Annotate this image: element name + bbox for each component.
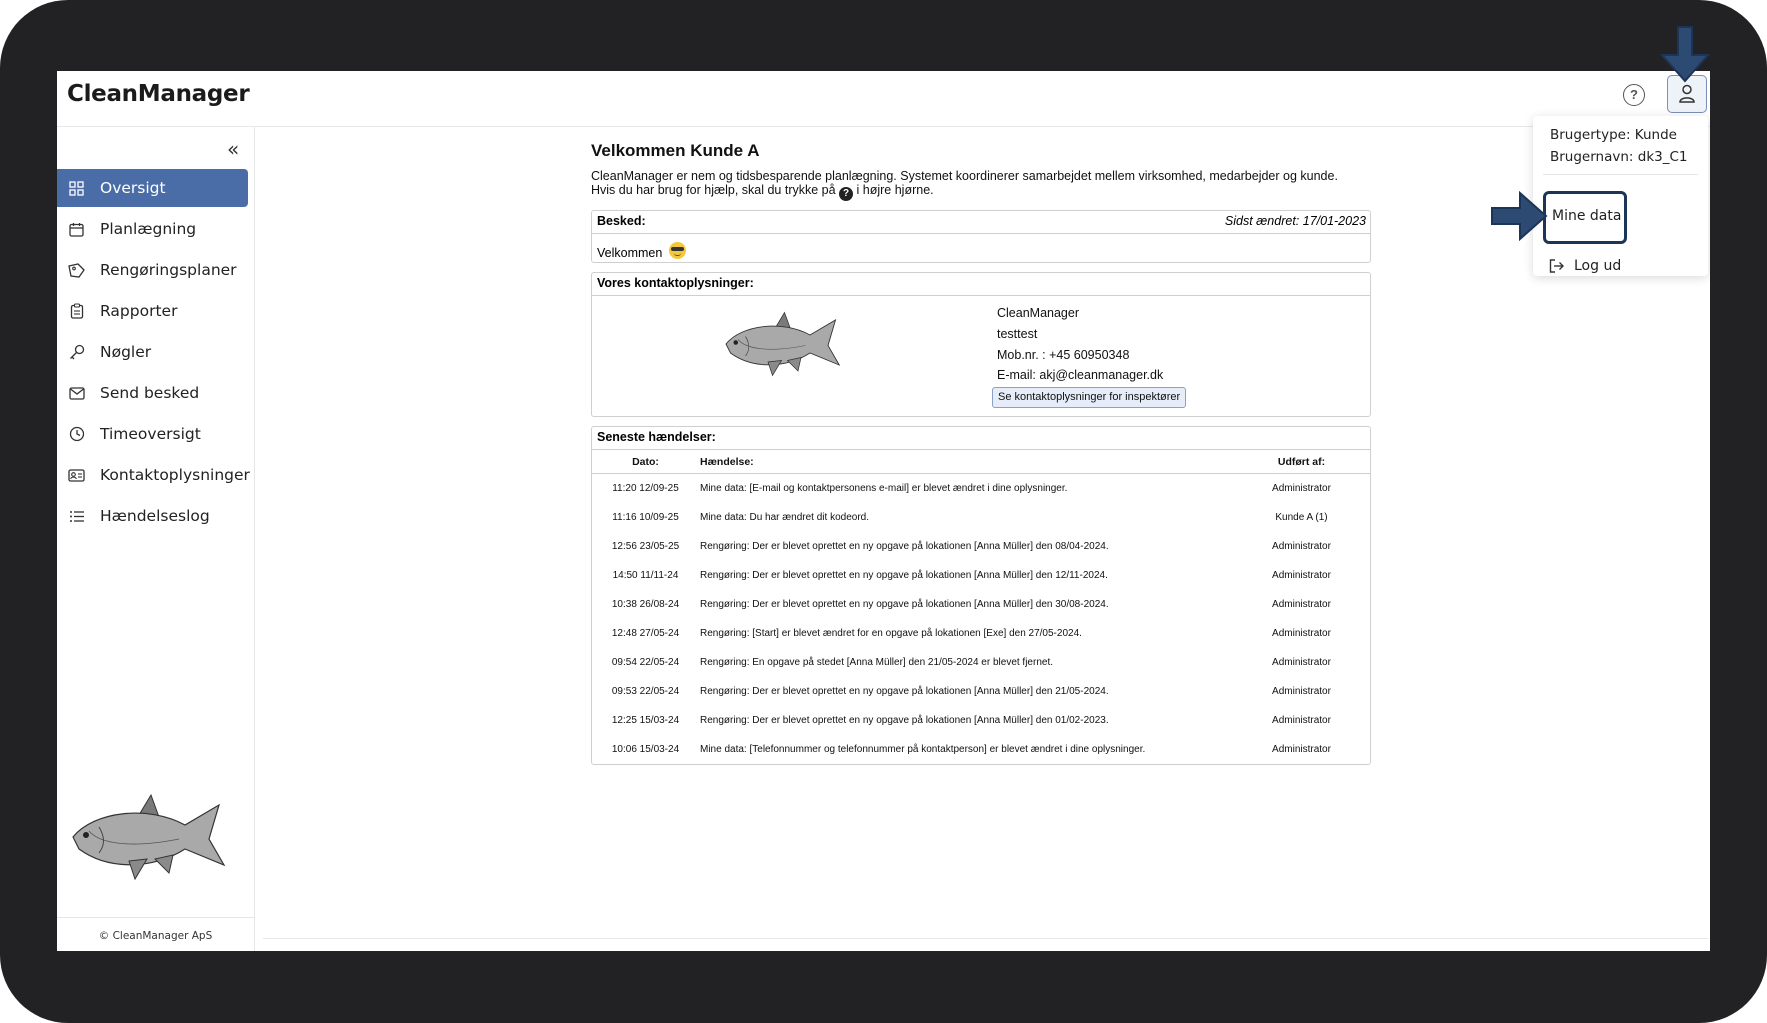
event-by: Administrator xyxy=(1272,541,1331,552)
event-date: 14:50 11/11-24 xyxy=(612,570,679,581)
contact-line2: testtest xyxy=(997,326,1038,341)
contact-title: Vores kontaktoplysninger: xyxy=(597,276,754,290)
table-row xyxy=(592,503,1370,532)
event-text: Mine data: Du har ændret dit kodeord. xyxy=(700,512,869,523)
user-dropdown-menu xyxy=(1533,116,1708,276)
event-by: Administrator xyxy=(1272,715,1331,726)
list-icon xyxy=(68,508,85,525)
annotation-arrow-right-icon xyxy=(1490,191,1548,241)
message-body xyxy=(592,234,1370,262)
events-panel xyxy=(591,426,1371,765)
events-table-header xyxy=(592,450,1370,474)
event-by: Kunde A (1) xyxy=(1275,512,1328,523)
event-by: Administrator xyxy=(1272,686,1331,697)
sidebar-item-label: Oversigt xyxy=(100,179,166,197)
sunglasses-emoji-icon xyxy=(669,242,686,259)
fish-logo-icon xyxy=(723,306,843,382)
sidebar-item-oversigt[interactable] xyxy=(57,169,248,207)
table-row xyxy=(592,532,1370,561)
events-panel-header xyxy=(592,427,1370,450)
table-row xyxy=(592,648,1370,677)
contact-panel-header xyxy=(592,273,1370,296)
table-row xyxy=(592,619,1370,648)
column-header-by: Udført af: xyxy=(1233,450,1370,474)
event-text: Mine data: [Telefonnummer og telefonnummer på kontaktperson] er blevet ændret i dine oplysninger. xyxy=(700,744,1146,755)
sidebar-item-label: Hændelseslog xyxy=(100,507,210,525)
event-date: 12:48 27/05-24 xyxy=(611,628,680,639)
sidebar-item-rapporter[interactable] xyxy=(57,292,248,330)
table-row xyxy=(592,706,1370,735)
grid-icon xyxy=(68,180,85,197)
inspector-contacts-button[interactable]: Se kontaktoplysninger for inspektører xyxy=(992,387,1186,408)
logout-icon xyxy=(1549,259,1565,273)
event-date: 12:56 23/05-25 xyxy=(611,541,680,552)
sidebar-item-rengoringsplaner[interactable] xyxy=(57,251,248,289)
event-date: 11:20 12/09-25 xyxy=(612,483,679,494)
sidebar-nav xyxy=(57,169,254,538)
logout-label: Log ud xyxy=(1574,258,1622,274)
event-by: Administrator xyxy=(1272,483,1331,494)
event-text: Rengøring: Der er blevet oprettet en ny opgave på lokationen [Anna Müller] den 12/11-2024. xyxy=(700,570,1108,581)
event-by: Administrator xyxy=(1272,599,1331,610)
app-screen xyxy=(57,71,1710,951)
event-text: Rengøring: [Start] er blevet ændret for en opgave på lokationen [Exe] den 27/05-2024. xyxy=(700,628,1082,639)
sidebar-item-label: Kontaktoplysninger xyxy=(100,466,250,484)
table-row xyxy=(592,561,1370,590)
table-row xyxy=(592,735,1370,764)
sidebar-item-kontaktoplysninger[interactable] xyxy=(57,456,248,494)
sidebar-item-send-besked[interactable] xyxy=(57,374,248,412)
event-date: 09:53 22/05-24 xyxy=(611,686,680,697)
mine-data-menu-item[interactable] xyxy=(1543,191,1627,244)
dropdown-divider xyxy=(1543,174,1698,175)
event-text: Rengøring: En opgave på stedet [Anna Müller] den 21/05-2024 er blevet fjernet. xyxy=(700,657,1054,668)
page-title: Velkommen Kunde A xyxy=(591,141,760,160)
message-changed-date: Sidst ændret: 17/01-2023 xyxy=(1224,214,1366,228)
event-by: Administrator xyxy=(1272,744,1331,755)
sidebar-item-planlaegning[interactable] xyxy=(57,210,248,248)
key-icon xyxy=(68,344,85,361)
intro-text xyxy=(591,169,1371,201)
intro-line-2a: Hvis du har brug for hjælp, skal du trykke på xyxy=(591,183,836,197)
message-panel-header xyxy=(592,211,1370,234)
event-text: Rengøring: Der er blevet oprettet en ny opgave på lokationen [Anna Müller] den 08/04-2024. xyxy=(700,541,1109,552)
clipboard-icon xyxy=(68,303,85,320)
sidebar-item-label: Planlægning xyxy=(100,220,197,238)
copyright-text: © CleanManager ApS xyxy=(57,917,254,951)
user-type-text: Brugertype: Kunde xyxy=(1550,127,1677,143)
events-title: Seneste hændelser: xyxy=(597,430,716,444)
calendar-icon xyxy=(68,221,85,238)
message-text: Velkommen xyxy=(597,246,663,260)
sidebar-item-label: Timeoversigt xyxy=(100,425,201,443)
top-bar xyxy=(57,71,1710,127)
event-by: Administrator xyxy=(1272,657,1331,668)
help-inline-icon: ? xyxy=(839,187,853,201)
contact-body xyxy=(592,296,1370,416)
collapse-sidebar-icon[interactable]: « xyxy=(227,137,240,161)
event-text: Rengøring: Der er blevet oprettet en ny opgave på lokationen [Anna Müller] den 21/05-2024. xyxy=(700,686,1109,697)
logout-menu-item[interactable] xyxy=(1549,258,1621,274)
id-card-icon xyxy=(68,467,85,484)
intro-line-2b: i højre hjørne. xyxy=(856,183,934,197)
table-row xyxy=(592,474,1370,504)
sidebar xyxy=(57,127,255,951)
username-text: Brugernavn: dk3_C1 xyxy=(1550,149,1688,165)
sidebar-item-nogler[interactable] xyxy=(57,333,248,371)
contact-email: E-mail: akj@cleanmanager.dk xyxy=(997,368,1164,383)
app-logo-text: CleanManager xyxy=(67,81,250,107)
intro-line-1: CleanManager er nem og tidsbesparende planlægning. Systemet koordinerer samarbejdet mellem virksomhed, medarbejder og kunde. xyxy=(591,169,1338,183)
main-content xyxy=(591,141,1371,774)
fish-logo-icon xyxy=(69,787,229,887)
sidebar-item-haendelseslog[interactable] xyxy=(57,497,248,535)
contact-mobile: Mob.nr. : +45 60950348 xyxy=(997,347,1130,362)
event-by: Administrator xyxy=(1272,570,1331,581)
event-date: 10:38 26/08-24 xyxy=(611,599,680,610)
sidebar-item-label: Send besked xyxy=(100,384,200,402)
event-text: Rengøring: Der er blevet oprettet en ny opgave på lokationen [Anna Müller] den 30/08-2024. xyxy=(700,599,1109,610)
event-text: Rengøring: Der er blevet oprettet en ny opgave på lokationen [Anna Müller] den 01/02-2023. xyxy=(700,715,1109,726)
column-header-event: Hændelse: xyxy=(699,450,1233,474)
footer-divider xyxy=(263,938,1708,939)
tag-icon xyxy=(68,262,85,279)
contact-panel xyxy=(591,272,1371,417)
message-title: Besked: xyxy=(597,214,646,228)
table-row xyxy=(592,590,1370,619)
contact-info xyxy=(997,303,1186,408)
clock-icon xyxy=(68,426,85,443)
event-date: 12:25 15/03-24 xyxy=(611,715,680,726)
event-text: Mine data: [E-mail og kontaktpersonens e-mail] er blevet ændret i dine oplysninger. xyxy=(700,483,1068,494)
sidebar-item-timeoversigt[interactable] xyxy=(57,415,248,453)
event-date: 09:54 22/05-24 xyxy=(611,657,680,668)
envelope-icon xyxy=(68,385,85,402)
mine-data-label: Mine data xyxy=(1552,208,1622,224)
help-button[interactable]: ? xyxy=(1623,84,1645,106)
sidebar-item-label: Rapporter xyxy=(100,302,178,320)
sidebar-item-label: Rengøringsplaner xyxy=(100,261,237,279)
table-row xyxy=(592,677,1370,706)
event-date: 10:06 15/03-24 xyxy=(611,744,680,755)
column-header-date: Dato: xyxy=(592,450,699,474)
sidebar-item-label: Nøgler xyxy=(100,343,152,361)
message-panel xyxy=(591,210,1371,263)
event-by: Administrator xyxy=(1272,628,1331,639)
user-icon xyxy=(1678,84,1696,103)
annotation-arrow-down-icon xyxy=(1658,25,1712,83)
event-date: 11:16 10/09-25 xyxy=(612,512,679,523)
contact-company: CleanManager xyxy=(997,306,1079,320)
events-table xyxy=(592,450,1370,764)
